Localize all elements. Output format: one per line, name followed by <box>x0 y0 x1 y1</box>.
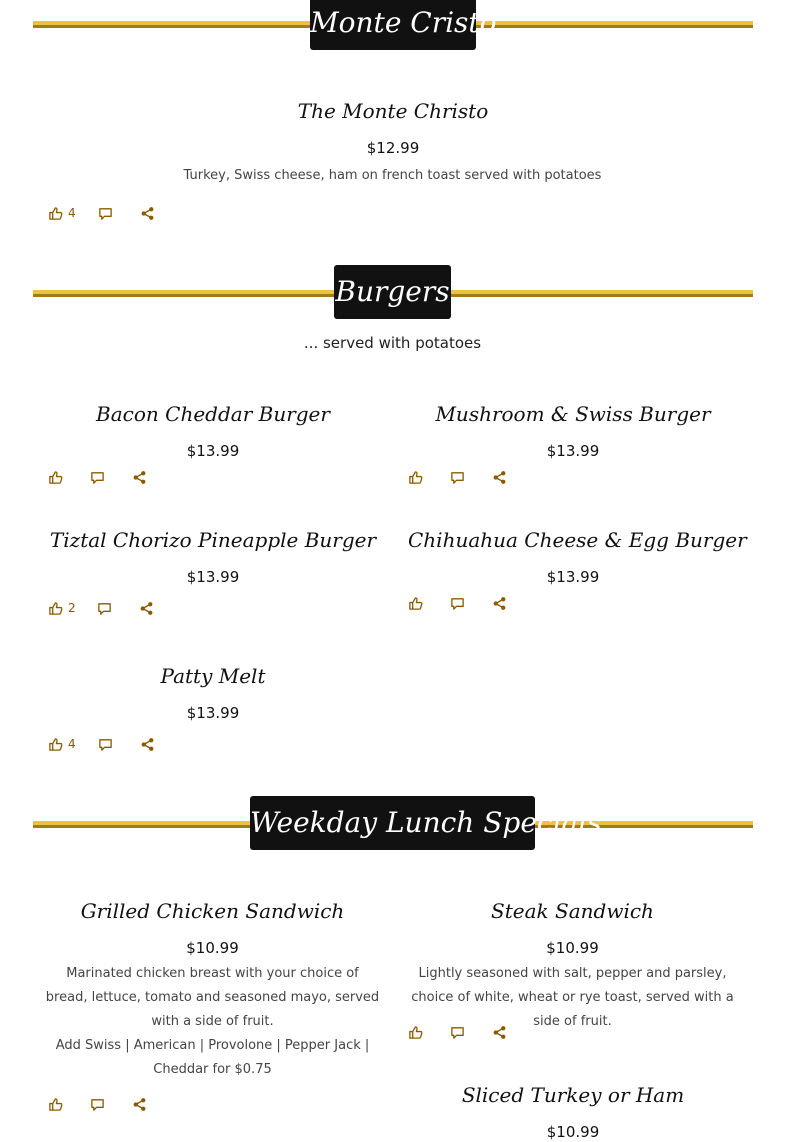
like-button[interactable] <box>48 203 76 223</box>
comment-icon <box>90 470 105 485</box>
item-name: Tiztal Chorizo Pineapple Burger <box>49 528 377 552</box>
item-price: $13.99 <box>186 442 240 460</box>
item-price: $13.99 <box>546 442 600 460</box>
item-price: $13.99 <box>186 568 240 586</box>
like-button[interactable] <box>408 1022 428 1042</box>
comment-icon <box>90 1097 105 1112</box>
item-name: Steak Sandwich <box>491 899 654 923</box>
comment-button[interactable] <box>450 1022 465 1042</box>
comment-button[interactable] <box>97 598 112 618</box>
item-addon-note: Add Swiss | American | Provolone | Pepper Jack | Cheddar for $0.75 <box>55 1038 370 1077</box>
like-button[interactable] <box>48 598 76 618</box>
comment-button[interactable] <box>90 467 105 487</box>
item-price: $13.99 <box>186 704 240 722</box>
item-name: Mushroom & Swiss Burger <box>435 402 711 426</box>
share-icon <box>492 596 507 611</box>
item-description: Marinated chicken breast with your choice of bread, lettuce, tomato and seasoned mayo, served with a side of fruit. <box>45 966 380 1029</box>
item-description: Lightly seasoned with salt, pepper and parsley, choice of white, wheat or rye toast, served with a side of fruit. <box>411 966 734 1029</box>
share-icon <box>132 470 147 485</box>
item-name: Sliced Turkey or Ham <box>461 1083 685 1107</box>
share-icon <box>140 206 155 221</box>
share-icon <box>492 470 507 485</box>
like-button[interactable] <box>48 467 68 487</box>
thumbs-up-icon <box>48 1097 63 1112</box>
comment-icon <box>450 1025 465 1040</box>
menu-item <box>48 663 378 723</box>
section-title-burgers: Burgers <box>334 265 451 319</box>
menu-item <box>405 898 740 1034</box>
share-button[interactable] <box>132 1094 147 1114</box>
thumbs-up-icon <box>48 601 63 616</box>
menu-item <box>408 527 747 587</box>
share-button[interactable] <box>140 734 155 754</box>
item-name: Patty Melt <box>160 664 266 688</box>
item-price: $13.99 <box>546 568 600 586</box>
section-title-lunch-specials: Weekday Lunch Specials <box>250 796 535 850</box>
thumbs-up-icon <box>408 596 423 611</box>
comment-button[interactable] <box>90 1094 105 1114</box>
thumbs-up-icon <box>48 737 63 752</box>
menu-item <box>48 401 378 461</box>
menu-item <box>45 898 380 1082</box>
section-subtitle: ... served with potatoes <box>303 334 482 352</box>
item-price: $10.99 <box>546 939 599 957</box>
share-icon <box>492 1025 507 1040</box>
comment-button[interactable] <box>98 203 113 223</box>
comment-icon <box>98 737 113 752</box>
comment-icon <box>97 601 112 616</box>
comment-button[interactable] <box>450 593 465 613</box>
section-title-monte-cristo: Monte Cristo <box>310 0 476 50</box>
like-count: 4 <box>68 206 76 220</box>
item-name: The Monte Christo <box>297 99 489 123</box>
like-button[interactable] <box>48 734 76 754</box>
item-price: $10.99 <box>186 939 239 957</box>
share-icon <box>140 737 155 752</box>
item-name: Bacon Cheddar Burger <box>96 402 330 426</box>
like-count: 4 <box>68 737 76 751</box>
menu-item <box>48 527 378 587</box>
comment-icon <box>98 206 113 221</box>
share-button[interactable] <box>139 598 154 618</box>
share-button[interactable] <box>492 1022 507 1042</box>
comment-button[interactable] <box>98 734 113 754</box>
like-count: 2 <box>68 601 76 615</box>
thumbs-up-icon <box>408 1025 423 1040</box>
menu-item <box>408 1082 738 1142</box>
item-description: Turkey, Swiss cheese, ham on french toast served with potatoes <box>183 168 602 183</box>
comment-icon <box>450 596 465 611</box>
share-button[interactable] <box>492 467 507 487</box>
share-icon <box>139 601 154 616</box>
comment-button[interactable] <box>450 467 465 487</box>
item-price: $12.99 <box>366 139 420 157</box>
share-button[interactable] <box>132 467 147 487</box>
menu-item <box>228 98 558 158</box>
thumbs-up-icon <box>48 206 63 221</box>
item-price: $10.99 <box>546 1123 600 1141</box>
like-button[interactable] <box>408 467 428 487</box>
menu-item <box>408 401 738 461</box>
like-button[interactable] <box>408 593 428 613</box>
share-icon <box>132 1097 147 1112</box>
share-button[interactable] <box>140 203 155 223</box>
item-name: Chihuahua Cheese & Egg Burger <box>408 528 747 552</box>
item-name: Grilled Chicken Sandwich <box>80 899 345 923</box>
thumbs-up-icon <box>48 470 63 485</box>
share-button[interactable] <box>492 593 507 613</box>
like-button[interactable] <box>48 1094 68 1114</box>
thumbs-up-icon <box>408 470 423 485</box>
comment-icon <box>450 470 465 485</box>
